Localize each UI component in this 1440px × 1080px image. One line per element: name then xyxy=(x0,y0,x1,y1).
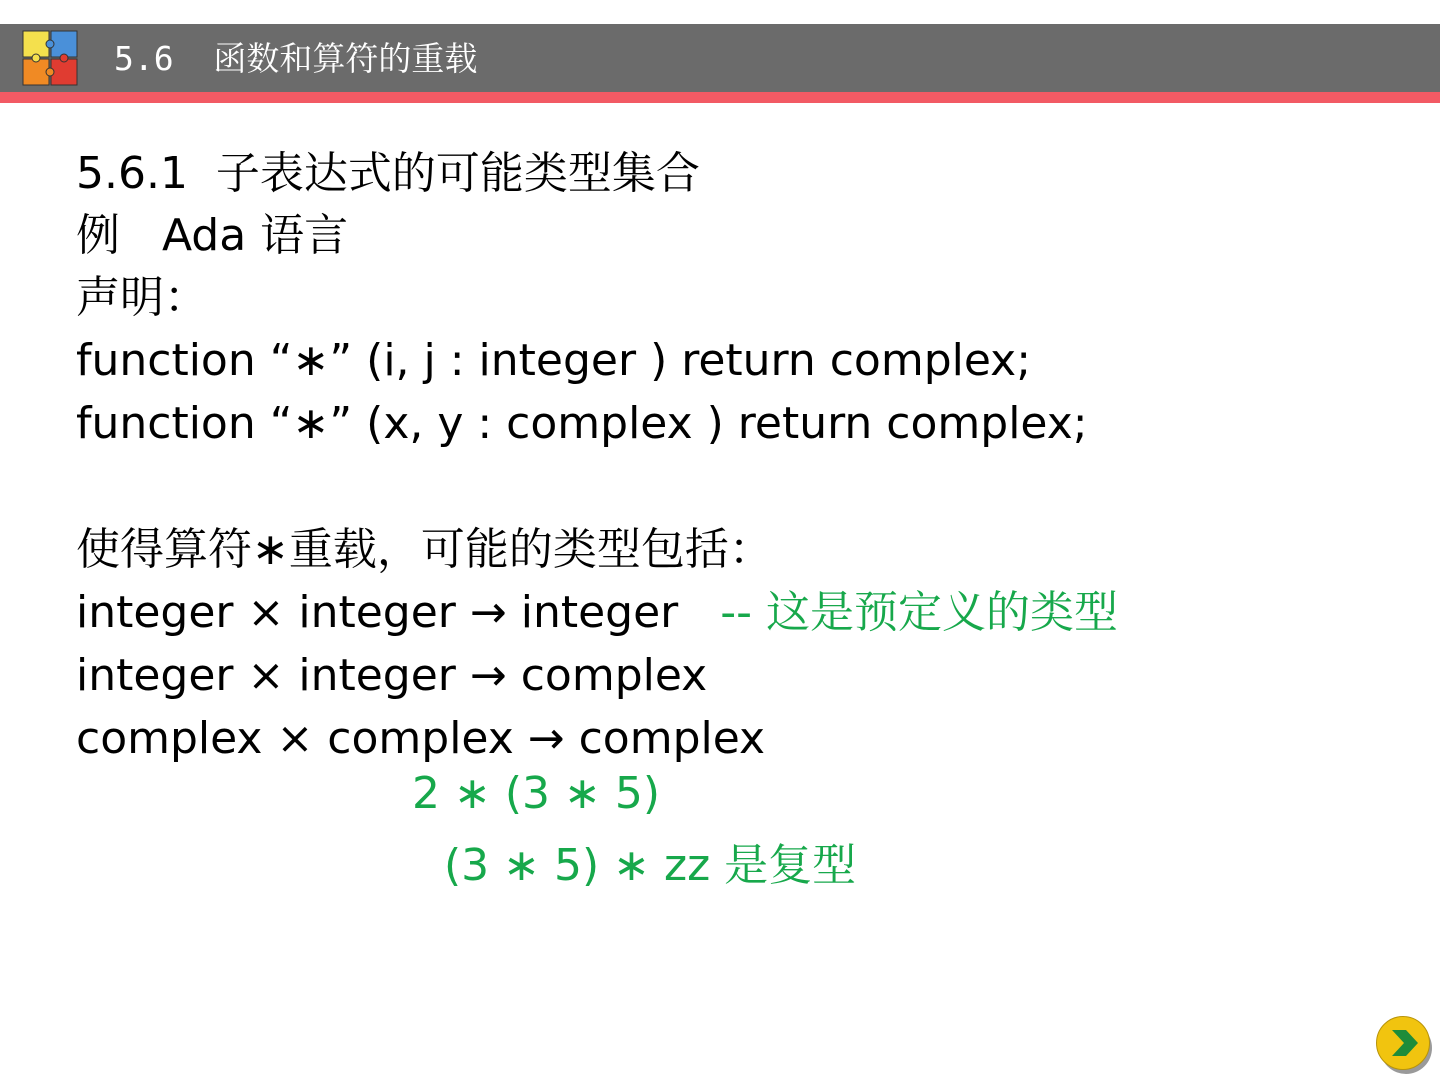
puzzle-logo-icon xyxy=(22,30,78,86)
example-line: 例 Ada 语言 xyxy=(76,210,349,261)
declaration-label: 声明： xyxy=(76,272,208,323)
function-declaration-2: function “∗” (x, y : complex ) return complex; xyxy=(76,398,1088,449)
header-title: 5.6 函数和算符的重载 xyxy=(114,39,478,78)
function-declaration-1: function “∗” (i, j : integer ) return complex; xyxy=(76,335,1032,386)
type-signature-1 xyxy=(76,585,1118,641)
overload-sentence: 使得算符∗重载，可能的类型包括： xyxy=(76,524,773,575)
type-signature-1-text: integer × integer → integer xyxy=(76,587,679,638)
next-slide-button[interactable] xyxy=(1376,1016,1434,1074)
expression-1: 2 ∗ (3 ∗ 5) xyxy=(412,768,660,819)
type-signature-1-comment: -- 这是预定义的类型 xyxy=(720,587,1118,638)
type-signature-3: complex × complex → complex xyxy=(76,713,766,764)
type-signature-2: integer × integer → complex xyxy=(76,650,708,701)
section-heading: 5.6.1 子表达式的可能类型集合 xyxy=(76,148,700,199)
header-accent-stripe xyxy=(0,92,1440,103)
next-arrow-icon xyxy=(1376,1016,1432,1072)
expression-2: (3 ∗ 5) ∗ zz 是复型 xyxy=(444,840,857,891)
